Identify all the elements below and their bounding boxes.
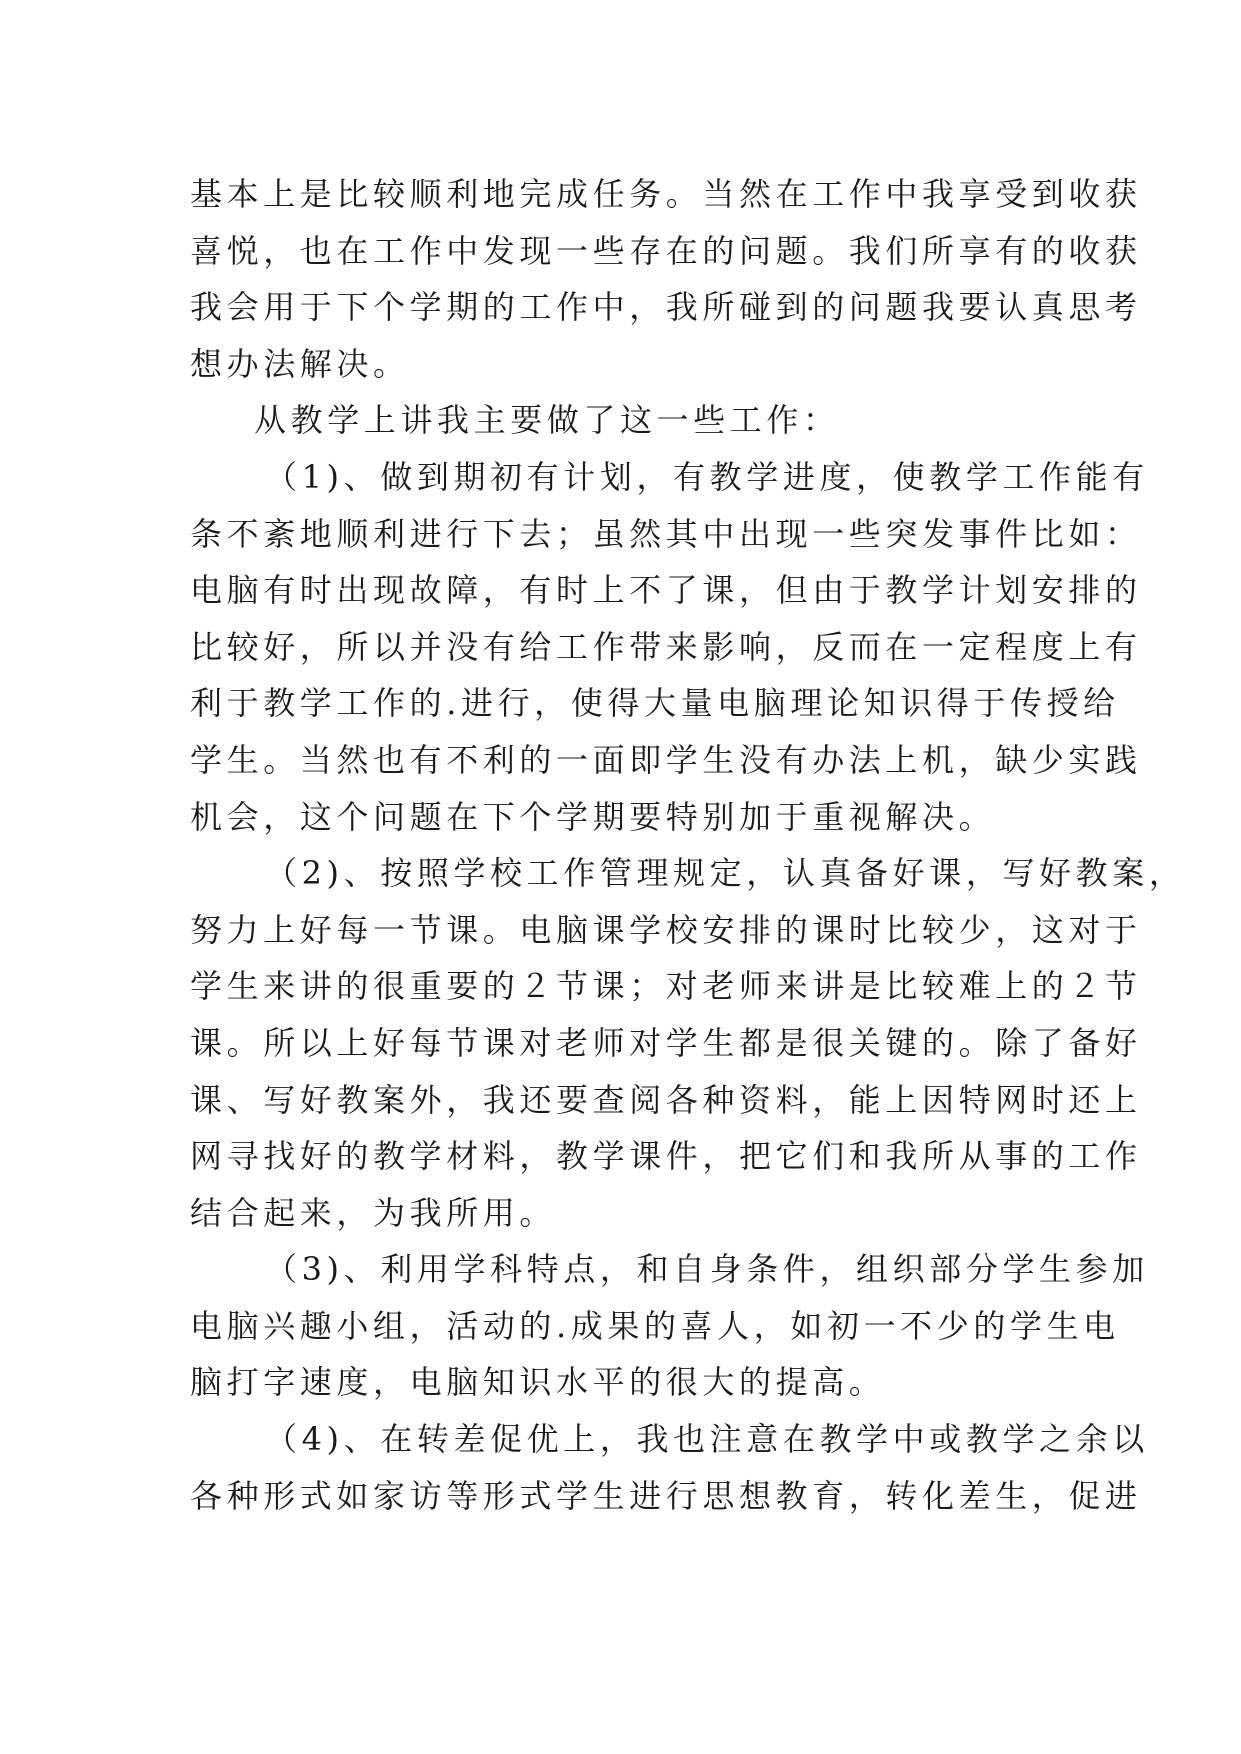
text-line: 各种形式如家访等形式学生进行思想教育，转化差生，促进 — [190, 1476, 1142, 1515]
text-line: 基本上是比较顺利地完成任务。当然在工作中我享受到收获 — [190, 175, 1142, 213]
text-line: 我会用于下个学期的工作中，我所碰到的问题我要认真思考 — [190, 288, 1142, 327]
text-line: 课。所以上好每节课对老师对学生都是很关键的。除了备好 — [190, 1023, 1142, 1062]
text-line: （4)、在转差促优上，我也注意在教学中或教学之余以 — [265, 1420, 1149, 1459]
text-line: 从教学上讲我主要做了这一些工作： — [254, 401, 840, 440]
document-body — [190, 166, 1186, 1524]
text-line: 课、写好教案外，我还要查阅各种资料，能上因特网时还上 — [190, 1080, 1142, 1119]
text-line: 电脑兴趣小组，活动的.成果的喜人，如初一不少的学生电 — [190, 1306, 1120, 1345]
text-line: 喜悦，也在工作中发现一些存在的问题。我们所享有的收获 — [190, 231, 1142, 270]
text-line: 想办法解决。 — [190, 344, 410, 383]
text-line: 脑打字速度，电脑知识水平的很大的提高。 — [190, 1363, 886, 1402]
text-line: 努力上好每一节课。电脑课学校安排的课时比较少，这对于 — [190, 910, 1142, 949]
text-line: 比较好，所以并没有给工作带来影响，反而在一定程度上有 — [190, 627, 1142, 666]
text-line: 学生。当然也有不利的一面即学生没有办法上机，缺少实践 — [190, 740, 1142, 779]
text-line: （2)、按照学校工作管理规定，认真备好课，写好教案， — [265, 854, 1186, 893]
text-line: 电脑有时出现故障，有时上不了课，但由于教学计划安排的 — [190, 571, 1142, 610]
text-line: 学生来讲的很重要的２节课；对老师来讲是比较难上的２节 — [190, 967, 1142, 1006]
text-line: （3)、利用学科特点，和自身条件，组织部分学生参加 — [265, 1250, 1149, 1289]
text-line: 机会，这个问题在下个学期要特别加于重视解决。 — [190, 797, 996, 836]
text-line: 条不紊地顺利进行下去；虽然其中出现一些突发事件比如： — [190, 514, 1142, 553]
text-line: 利于教学工作的.进行，使得大量电脑理论知识得于传授给 — [190, 684, 1120, 723]
text-line: （1)、做到期初有计划，有教学进度，使教学工作能有 — [265, 457, 1149, 496]
text-line: 结合起来，为我所用。 — [190, 1193, 557, 1232]
text-line: 网寻找好的教学材料，教学课件，把它们和我所从事的工作 — [190, 1137, 1142, 1176]
